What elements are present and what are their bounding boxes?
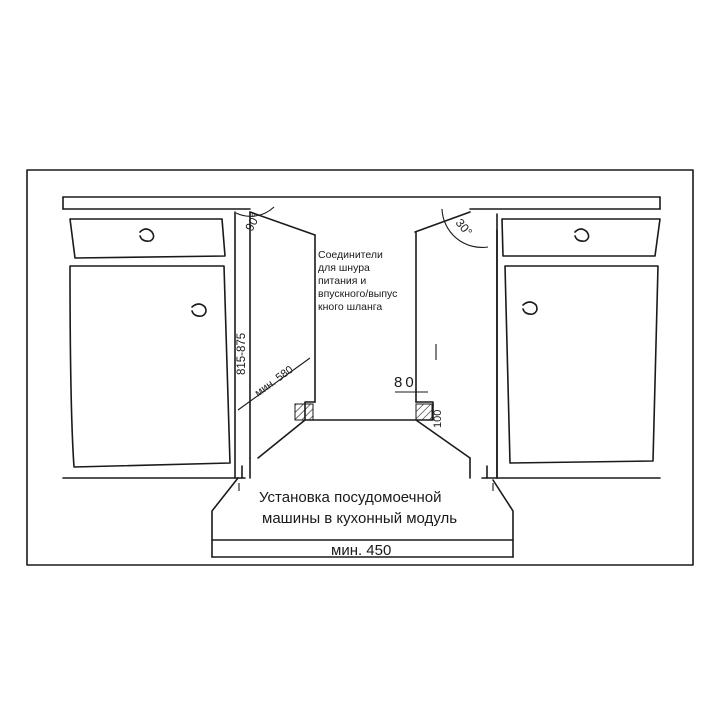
caption-line-2: машины в кухонный модуль bbox=[262, 510, 458, 527]
left-cabinet bbox=[63, 212, 245, 478]
right-hatch-block bbox=[416, 404, 432, 420]
countertop bbox=[63, 197, 660, 209]
connectors-note-line-5: кного шланга bbox=[318, 301, 383, 313]
caption-line-1: Установка посудомоечной bbox=[259, 489, 442, 506]
right-cabinet bbox=[482, 214, 660, 478]
connectors-note-line-1: Соединители bbox=[318, 249, 383, 261]
dim-80-label: 80 bbox=[394, 374, 417, 391]
min-depth-label: мин. 580 bbox=[252, 363, 296, 400]
connectors-note-line-2: для шнура bbox=[318, 262, 370, 274]
connectors-note-line-3: питания и bbox=[318, 275, 367, 287]
left-hatch-block bbox=[295, 404, 313, 420]
height-range-label: 815-875 bbox=[236, 332, 248, 375]
angle-left-label: 90° bbox=[242, 210, 264, 234]
dim-100-label: 100 bbox=[432, 409, 444, 428]
min-width-label: мин. 450 bbox=[331, 542, 392, 559]
angle-right-label: 30° bbox=[452, 215, 476, 239]
connectors-note-line-4: впускного/выпус bbox=[318, 288, 398, 300]
